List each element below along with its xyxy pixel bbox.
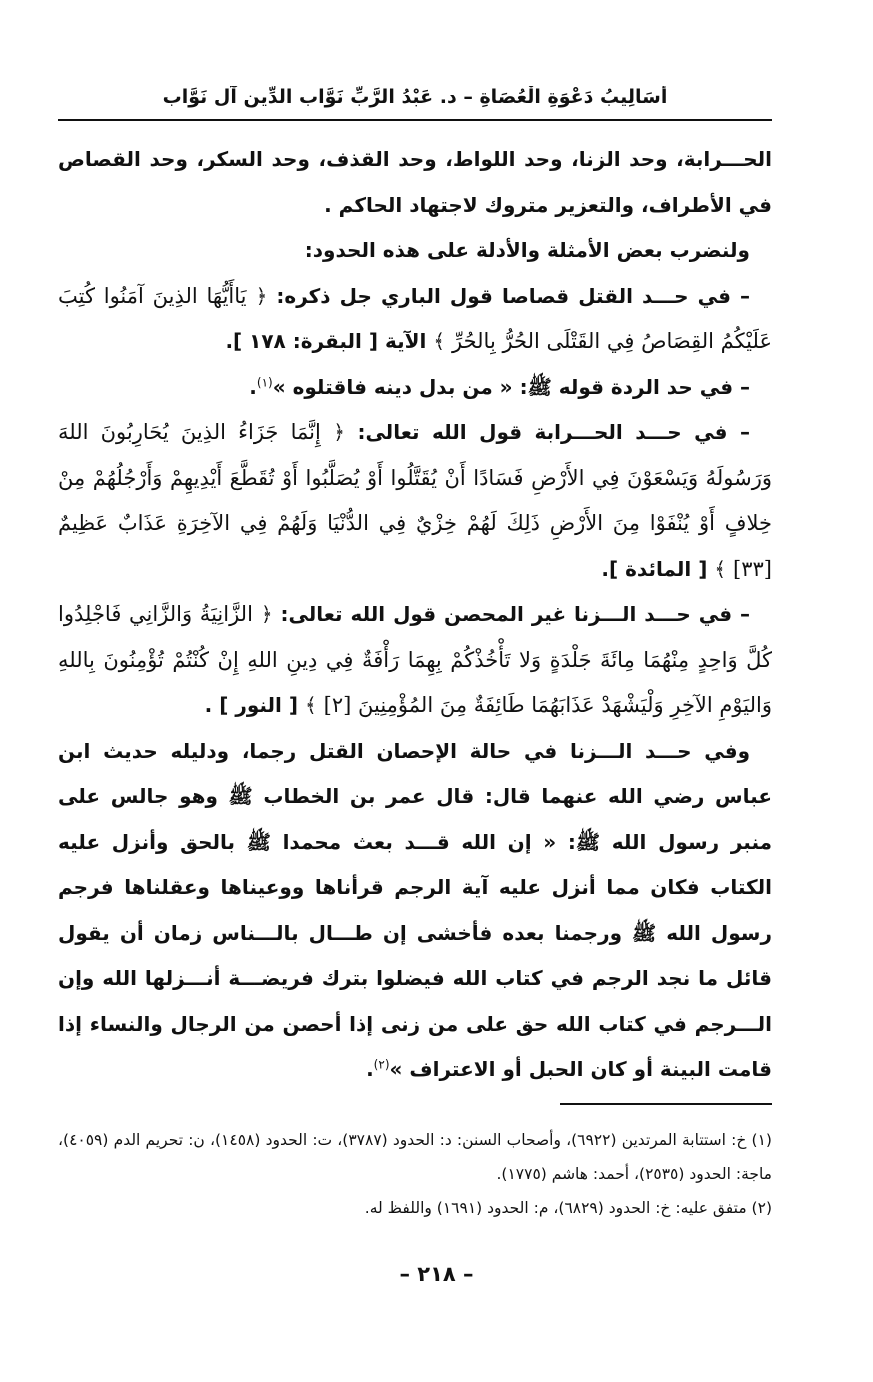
main-text (58, 137, 772, 1093)
footnote-marker: (١) (256, 374, 273, 389)
page-number: – ٢١٨ – (399, 1262, 474, 1286)
verse-open-bracket: ﴿ (333, 420, 345, 444)
paragraph-zina (58, 592, 772, 729)
paragraph-qisas (58, 274, 772, 365)
paragraph-riddah (58, 365, 772, 411)
verse-open-bracket: ﴿ (260, 602, 273, 626)
hadith-quote: « من بدل دينه فاقتلوه » (272, 374, 513, 399)
paragraph-examples-intro: ولنضرب بعض الأمثلة والأدلة على هذه الحدود: (304, 238, 750, 262)
paragraph-end: . (249, 374, 257, 399)
footnote-item: (١) خ: استتابة المرتدين (٦٩٢٢)، وأصحاب السنن: د: الحدود (٣٧٨٧)، ت: الحدود (١٤٥٨)، ن: تحريم الدم (٤٠٥٩)، ماجة: الحدود (٢٥٣٥)، أحمد: هاشم (١٧٧٥). (58, 1131, 772, 1183)
hadith-quote: « إن الله قـــد بعث محمدا ﷺ بالحق وأنزل عليه الكتاب فكان مما أنزل عليه آية الرجم قرأناها ووعيناها وعقلناها فرجم رسول الله ﷺ ورجمنا بعده فأخشى إن طـــال بالـــناس زمان أن يقول قائل ما نجد الرجم في كتاب الله فيضلوا بترك فريضـــة أنـــزلها الله وإن الـــرجم في كتاب الله حق على من زنى إذا أحصن من الرجال والنساء إذا قامت البينة أو كان الحبل أو الاعتراف » (58, 829, 772, 1081)
verse-close-bracket: ﴾ (304, 693, 317, 717)
paragraph-hudud-list: الحـــرابة، وحد الزنا، وحد اللواط، وحد القذف، وحد السكر، وحد القصاص في الأطراف، والتعزير متروك لاجتهاد الحاكم . (58, 147, 772, 217)
footnotes (58, 1123, 772, 1225)
paragraph-riddah-intro: – في حد الردة قوله ﷺ: (519, 374, 750, 399)
paragraph-qisas-intro: – في حـــد القتل قصاصا قول الباري جل ذكره: (276, 283, 750, 308)
verse-close-bracket: ﴾ (433, 329, 446, 353)
verse-reference: [ المائدة ]. (601, 556, 708, 581)
running-header: أَسَالِيبُ دَعْوَةِ الْعُصَاةِ – د. عَبْدُ الرَّبِّ نَوَّاب الدِّين آل نَوَّاب (162, 86, 668, 108)
verse-reference: الآية [ البقرة: ١٧٨ ]. (225, 329, 427, 353)
paragraph-hirabah-intro: – في حـــد الحـــرابة قول الله تعالى: (357, 420, 750, 444)
footnote-marker: (٢) (373, 1057, 390, 1072)
paragraph-rajm-intro: وفي حـــد الـــزنا في حالة الإحصان القتل رجما، ودليله حديث ابن عباس رضي الله عنهما قال: قال عمر بن الخطاب ﷺ وهو جالس على منبر رسول الله ﷺ: (58, 738, 772, 854)
verse-close-bracket: ﴾ (714, 556, 727, 581)
paragraph-end: . (366, 1057, 374, 1081)
paragraph-rajm (58, 729, 772, 1093)
footnote-item: (٢) متفق عليه: خ: الحدود (٦٨٢٩)، م: الحدود (١٦٩١) واللفظ له. (364, 1199, 772, 1217)
paragraph-zina-intro: – في حـــد الـــزنا غير المحصن قول الله تعالى: (280, 602, 750, 626)
footnote-rule (560, 1103, 772, 1105)
paragraph-hirabah (58, 410, 772, 592)
verse-open-bracket: ﴿ (255, 283, 268, 308)
quran-verse-maidah: إِنَّمَا جَزَاءُ الذِينَ يُحَارِبُونَ اللهَ وَرَسُولَهُ وَيَسْعَوْنَ فِي الأَرْضِ فَسَادًا أَنْ يُقَتَّلُوا أَوْ يُصَلَّبُوا أَوْ تُقَطَّعَ أَيْدِيهِمْ وَأَرْجُلُهُمْ مِنْ خِلافٍ أَوْ يُنْفَوْا مِنَ الأَرْضِ ذَلِكَ لَهُمْ خِزْيٌ فِي الدُّنْيَا وَلَهُمْ فِي الآخِرَةِ عَذَابٌ عَظِيمٌ [٣٣] (58, 420, 772, 581)
header-rule (58, 119, 772, 121)
quran-verse-nur: الزَّانِيَةُ وَالزَّانِي فَاجْلِدُوا كُلَّ وَاحِدٍ مِنْهُمَا مِائَةَ جَلْدَةٍ وَلا تَأْخُذْكُمْ بِهِمَا رَأْفَةٌ فِي دِينِ اللهِ إِنْ كُنْتُمْ تُؤْمِنُونَ بِاللهِ وَاليَوْمِ الآخِرِ وَلْيَشْهَدْ عَذَابَهُمَا طَائِفَةٌ مِنَ المُؤْمِنِينَ [٢] (58, 602, 772, 717)
quran-verse-baqarah: يَاأَيُّهَا الذِينَ آمَنُوا كُتِبَ عَلَيْكُمُ القِصَاصُ فِي القَتْلَى الحُرُّ بِالحُرِّ (58, 283, 772, 353)
verse-reference: [ النور ] . (204, 693, 299, 717)
